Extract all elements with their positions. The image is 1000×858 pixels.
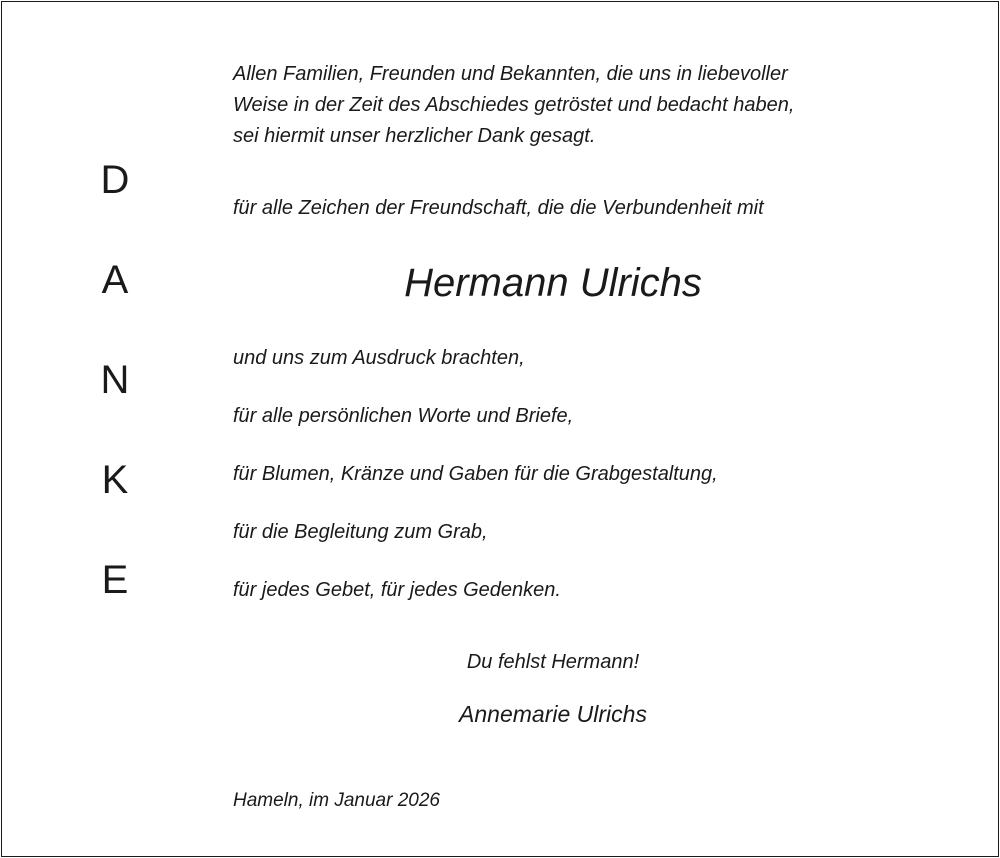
intro-line: Allen Familien, Freunden und Bekannten, die uns in liebevoller xyxy=(233,63,788,85)
danke-letter-d: D xyxy=(100,158,130,202)
thanks-line: für die Begleitung zum Grab, xyxy=(233,521,488,543)
danke-letter-n: N xyxy=(100,358,130,402)
place-date: Hameln, im Januar 2026 xyxy=(233,790,440,811)
danke-letter-a: A xyxy=(101,258,129,302)
closing-line: Du fehlst Hermann! xyxy=(466,651,640,673)
danke-letter-e: E xyxy=(101,558,129,602)
thanks-line: für Blumen, Kränze und Gaben für die Grabgestaltung, xyxy=(233,463,718,485)
intro-paragraph xyxy=(233,59,794,152)
signature: Annemarie Ulrichs xyxy=(459,701,647,727)
intro-line: sei hiermit unser herzlicher Dank gesagt. xyxy=(233,125,596,147)
danke-letter-k: K xyxy=(101,458,129,502)
thanks-line: und uns zum Ausdruck brachten, xyxy=(233,347,525,369)
deceased-name: Hermann Ulrichs xyxy=(404,261,702,305)
friendship-line: für alle Zeichen der Freundschaft, die die Verbundenheit mit xyxy=(233,197,764,219)
thanks-line: für alle persönlichen Worte und Briefe, xyxy=(233,405,574,427)
intro-line: Weise in der Zeit des Abschiedes getröstet und bedacht haben, xyxy=(233,94,795,116)
thanks-line: für jedes Gebet, für jedes Gedenken. xyxy=(233,579,561,601)
